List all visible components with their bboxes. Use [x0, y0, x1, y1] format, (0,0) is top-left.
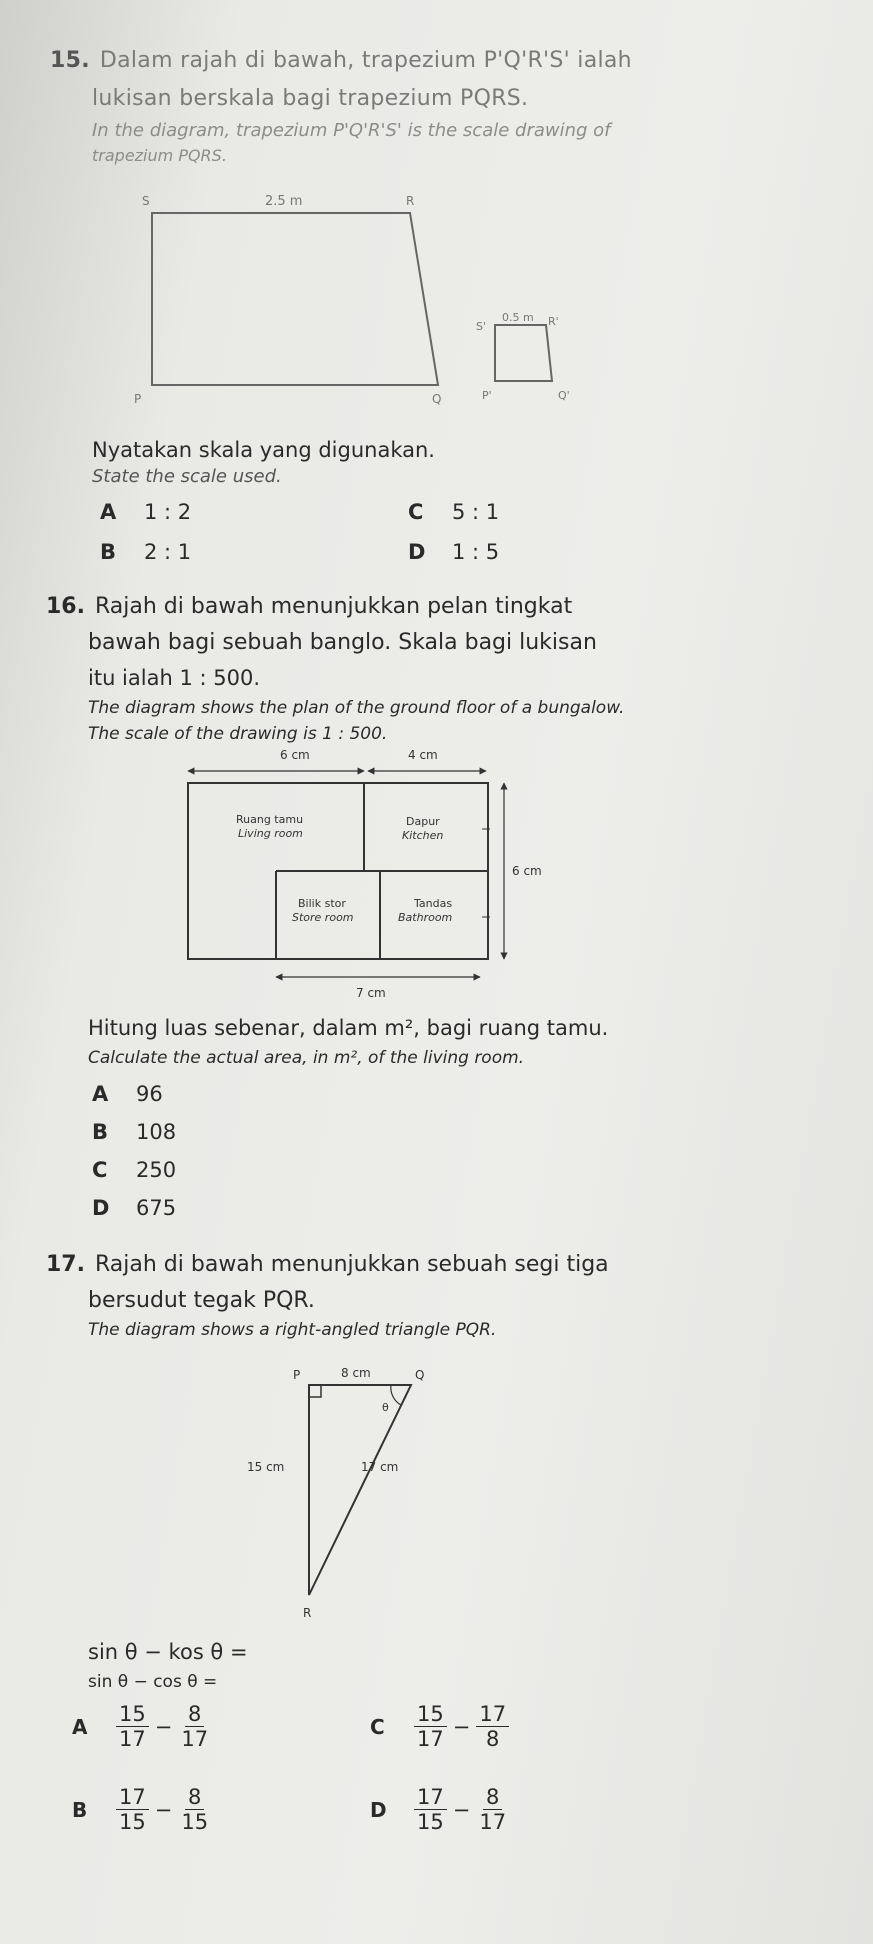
- triangle-pqr: [309, 1385, 411, 1595]
- q17-triangle-diagram: [235, 1355, 475, 1625]
- trapezium-p-q-r-s-prime: [495, 325, 552, 381]
- dim-7cm-bottom: 7 cm: [356, 986, 386, 1000]
- denominator: 17: [181, 1727, 209, 1752]
- q15-option-a[interactable]: [100, 500, 191, 524]
- q16-option-c[interactable]: [92, 1158, 176, 1182]
- q17-option-a[interactable]: [72, 1702, 211, 1751]
- q15-stem-ms-line1: [50, 48, 632, 73]
- denominator: 17: [479, 1810, 507, 1835]
- q17-option-d[interactable]: [370, 1785, 509, 1834]
- room-living-en: Living room: [238, 827, 303, 840]
- option-text: 108: [136, 1120, 177, 1144]
- dim-s-r-prime: 0.5 m: [502, 311, 534, 324]
- q16-number: 16.: [46, 594, 85, 619]
- room-store-ms: Bilik stor: [298, 897, 346, 910]
- label-theta: θ: [382, 1401, 389, 1414]
- option-letter: A: [100, 500, 117, 524]
- denominator: 8: [486, 1727, 500, 1752]
- option-text: 250: [136, 1158, 177, 1182]
- option-letter: D: [408, 540, 426, 564]
- q15-option-d[interactable]: [408, 540, 499, 564]
- option-letter: B: [72, 1797, 88, 1822]
- option-text: 1 : 5: [452, 540, 500, 564]
- side-pr: 15 cm: [247, 1460, 285, 1474]
- q15-prompt-ms: Nyatakan skala yang digunakan.: [92, 438, 435, 462]
- q17-stem-ms-line2: bersudut tegak PQR.: [88, 1288, 315, 1313]
- q16-prompt-ms: Hitung luas sebenar, dalam m², bagi ruang tamu.: [88, 1016, 609, 1040]
- q17-stem-ms-line1: [46, 1252, 609, 1277]
- q16-floor-plan: [180, 745, 560, 1005]
- dim-6cm-right: 6 cm: [512, 864, 542, 878]
- label-Q: Q: [432, 392, 442, 405]
- q17-option-c[interactable]: [370, 1702, 509, 1751]
- q17-option-b[interactable]: [72, 1785, 211, 1834]
- minus-sign: −: [154, 1714, 173, 1739]
- q17-text-ms-1: Rajah di bawah menunjukkan sebuah segi tiga: [94, 1252, 609, 1277]
- q16-stem-ms-line3: itu ialah 1 : 500.: [88, 666, 260, 690]
- q15-option-c[interactable]: [408, 500, 499, 524]
- fraction: [116, 1702, 149, 1751]
- minus-sign: −: [452, 1714, 471, 1739]
- q17-number: 17.: [46, 1252, 85, 1277]
- dim-6cm-top: 6 cm: [280, 748, 310, 762]
- option-text: 96: [136, 1082, 163, 1106]
- label-R-prime: R': [548, 315, 559, 328]
- q16-option-d[interactable]: [92, 1196, 176, 1220]
- q16-stem-en-line2: The scale of the drawing is 1 : 500.: [88, 724, 388, 744]
- numerator: 15: [116, 1702, 149, 1727]
- denominator: 17: [417, 1727, 444, 1752]
- option-text: 675: [136, 1196, 177, 1220]
- numerator: 17: [476, 1702, 509, 1727]
- fraction: [476, 1702, 509, 1751]
- trapezium-pqrs: [152, 213, 438, 385]
- numerator: 15: [414, 1702, 447, 1727]
- option-letter: B: [100, 540, 117, 564]
- q16-option-b[interactable]: [92, 1120, 176, 1144]
- label-R: R: [406, 194, 415, 208]
- label-P: P: [293, 1368, 301, 1382]
- denominator: 15: [181, 1810, 209, 1835]
- option-text: 2 : 1: [144, 540, 192, 564]
- q15-stem-en-line2: trapezium PQRS.: [92, 146, 227, 165]
- fraction: [178, 1785, 211, 1834]
- fraction: [414, 1785, 447, 1834]
- side-qr: 17 cm: [361, 1460, 399, 1474]
- fraction: [116, 1785, 149, 1834]
- angle-theta-arc: [391, 1385, 401, 1405]
- option-letter: A: [72, 1714, 88, 1739]
- q15-text-ms-1: Dalam rajah di bawah, trapezium P'Q'R'S' ialah: [99, 48, 632, 73]
- q17-stem-en: The diagram shows a right-angled triangle PQR.: [88, 1320, 497, 1340]
- q17-expression-en: sin θ − cos θ =: [88, 1672, 218, 1692]
- denominator: 15: [417, 1810, 444, 1835]
- q15-stem-ms-line2: lukisan berskala bagi trapezium PQRS.: [92, 86, 529, 111]
- room-kitchen-ms: Dapur: [406, 815, 440, 828]
- option-letter: C: [92, 1158, 108, 1182]
- q16-stem-en-line1: The diagram shows the plan of the ground floor of a bungalow.: [88, 698, 625, 718]
- q15-number: 15.: [50, 48, 90, 73]
- room-bath-ms: Tandas: [414, 897, 453, 910]
- option-letter: A: [92, 1082, 109, 1106]
- denominator: 17: [119, 1727, 146, 1752]
- option-letter: C: [408, 500, 424, 524]
- dim-4cm-top: 4 cm: [408, 748, 438, 762]
- label-Q: Q: [415, 1368, 425, 1382]
- numerator: 8: [185, 1702, 204, 1727]
- numerator: 8: [483, 1785, 502, 1810]
- room-store-en: Store room: [292, 911, 354, 924]
- numerator: 17: [414, 1785, 447, 1810]
- q17-expression-ms: sin θ − kos θ =: [88, 1640, 248, 1664]
- minus-sign: −: [452, 1797, 471, 1822]
- label-P: P: [134, 392, 142, 405]
- q15-trapezium-diagram: [120, 175, 600, 405]
- room-living-ms: Ruang tamu: [236, 813, 304, 826]
- side-pq: 8 cm: [341, 1366, 371, 1380]
- option-letter: D: [92, 1196, 110, 1220]
- fraction: [414, 1702, 447, 1751]
- q16-option-a[interactable]: [92, 1082, 163, 1106]
- option-letter: D: [370, 1797, 387, 1822]
- q16-prompt-en: Calculate the actual area, in m², of the living room.: [88, 1048, 525, 1068]
- dim-sr: 2.5 m: [265, 194, 303, 209]
- label-P-prime: P': [482, 389, 492, 402]
- label-R: R: [303, 1606, 312, 1620]
- q16-text-ms-1: Rajah di bawah menunjukkan pelan tingkat: [94, 594, 573, 619]
- fraction: [178, 1702, 211, 1751]
- option-letter: B: [92, 1120, 109, 1144]
- right-angle-mark: [309, 1385, 321, 1397]
- q15-prompt-en: State the scale used.: [92, 466, 282, 487]
- q15-option-b[interactable]: [100, 540, 191, 564]
- label-S: S: [142, 194, 150, 208]
- minus-sign: −: [154, 1797, 173, 1822]
- numerator: 8: [185, 1785, 204, 1810]
- q15-stem-en-line1: In the diagram, trapezium P'Q'R'S' is the scale drawing of: [92, 120, 611, 141]
- denominator: 15: [119, 1810, 146, 1835]
- label-S-prime: S': [476, 320, 487, 333]
- option-letter: C: [370, 1714, 385, 1739]
- label-Q-prime: Q': [558, 389, 570, 402]
- numerator: 17: [116, 1785, 149, 1810]
- room-bath-en: Bathroom: [398, 911, 453, 924]
- option-text: 5 : 1: [452, 500, 500, 524]
- room-kitchen-en: Kitchen: [402, 829, 444, 842]
- q16-stem-ms-line1: [46, 594, 572, 619]
- option-text: 1 : 2: [144, 500, 192, 524]
- fraction: [476, 1785, 509, 1834]
- q16-stem-ms-line2: bawah bagi sebuah banglo. Skala bagi lukisan: [88, 630, 597, 655]
